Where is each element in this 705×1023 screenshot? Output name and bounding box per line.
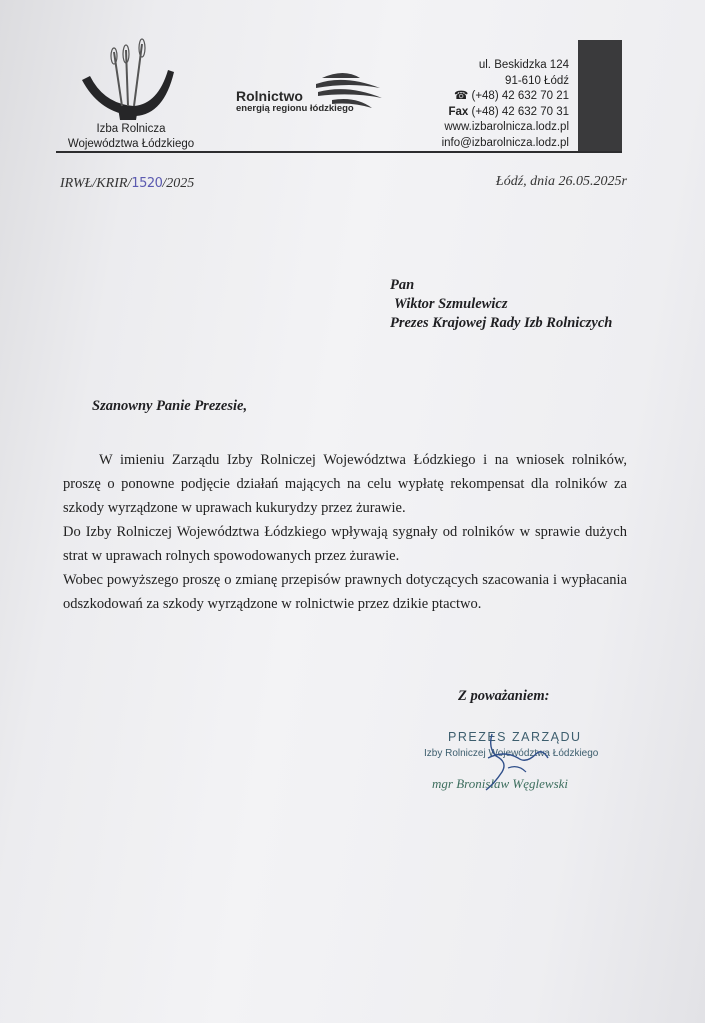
letter-body (63, 448, 627, 616)
reference-handwritten-number: 1520 (131, 176, 163, 191)
contact-street: ul. Beskidzka 124 (478, 59, 569, 71)
recipient-line1: Pan (390, 277, 415, 293)
org-name (56, 122, 206, 152)
contact-city: 91-610 Łódź (505, 74, 569, 87)
handwritten-signature (448, 728, 588, 794)
body-paragraph-1: W imieniu Zarządu Izby Rolniczej Województwa Łódzkiego i na wniosek rolników, proszę o ponowne podjęcie działań mających na celu wypłatę rekompensat dla rolników za szkody wyrządzone w uprawach kukurydzy przez żurawie. (63, 452, 627, 516)
recipient-line2: Wiktor Szmulewicz (394, 296, 508, 312)
contact-email[interactable]: info@izbarolnicza.lodz.pl (441, 136, 569, 149)
contact-fax-row (442, 105, 569, 121)
body-paragraph-3: Wobec powyższego proszę o zmianę przepisów prawnych dotyczących szacowania i wypłacania odszkodowań za szkody wyrządzone w rolnictwie przez dzikie ptactwo. (63, 572, 627, 612)
salutation: Szanowny Panie Prezesie, (92, 398, 248, 414)
reference-number (60, 176, 194, 192)
contact-phone: ☎ (+48) 42 632 70 21 (453, 90, 569, 102)
recipient-block (390, 276, 612, 333)
org-name-line1: Izba Rolnicza (96, 123, 166, 135)
brand-subtitle: energią regionu łódzkiego (236, 103, 354, 114)
org-name-line2: Województwa Łódzkiego (67, 138, 195, 150)
reference-suffix: /2025 (162, 176, 195, 191)
izba-rolnicza-logo (78, 36, 178, 122)
stamp-title: PREZES ZARZĄDU (448, 730, 582, 744)
stamp-name: mgr Bronisław Węglewski (432, 776, 569, 791)
contact-fax: (+48) 42 632 70 31 (471, 105, 569, 118)
contact-website[interactable]: www.izbarolnicza.lodz.pl (444, 121, 569, 133)
fax-label: Fax (448, 105, 469, 118)
date-line: Łódź, dnia 26.05.2025r (495, 174, 627, 189)
stamp-org: Izby Rolniczej Województwa Łódzkiego (424, 748, 599, 759)
header-accent-bar (578, 40, 622, 152)
reference-prefix: IRWŁ/KRIR/ (60, 176, 132, 191)
closing: Z poważaniem: (458, 688, 550, 704)
contact-block (442, 58, 569, 151)
recipient-line3: Prezes Krajowej Rady Izb Rolniczych (390, 315, 613, 331)
brand-title: Rolnictwo (236, 88, 303, 104)
header-divider (56, 151, 622, 153)
body-paragraph-2: Do Izby Rolniczej Województwa Łódzkiego wpływają sygnały od rolników w sprawie dużych strat w uprawach rolnych spowodowanych przez żurawie. (63, 524, 627, 564)
